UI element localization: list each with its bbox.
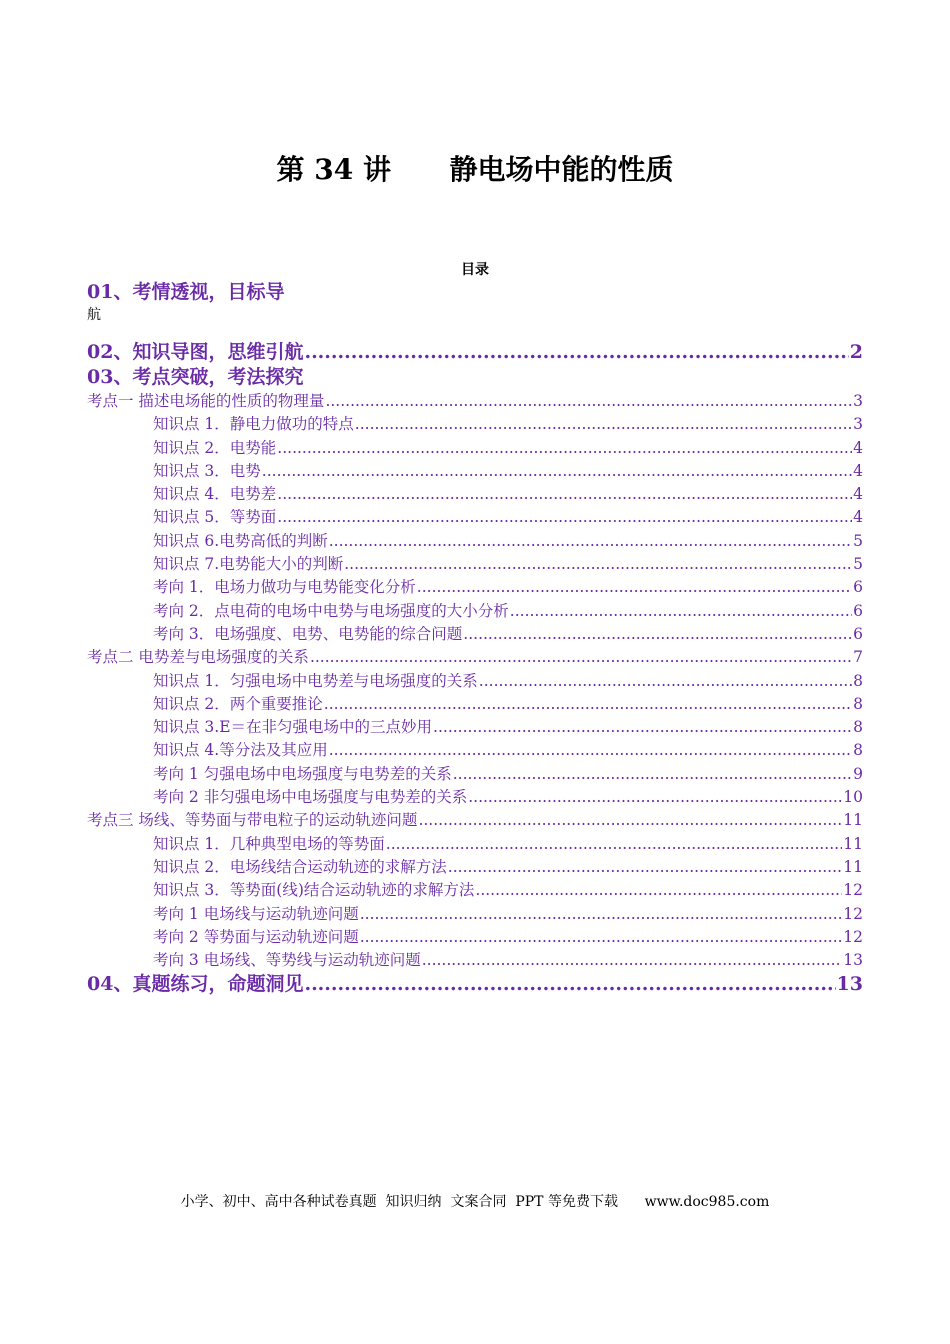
toc-entry-page-number: 5 — [853, 555, 863, 574]
dot-leader — [277, 506, 852, 529]
toc-entry-label: 考点三 场线、等势面与带电粒子的运动轨迹问题 — [87, 811, 418, 830]
toc-entry-label: 考向 2 非匀强电场中电场强度与电势差的关系 — [153, 788, 468, 807]
toc-entry-label: 考点一 描述电场能的性质的物理量 — [87, 392, 325, 410]
toc-entry-page-number: 11 — [843, 811, 863, 830]
dot-leader — [324, 693, 852, 716]
toc-subtopic-entry[interactable] — [87, 506, 863, 529]
toc-entry-page-number: 11 — [843, 834, 863, 853]
dot-leader — [417, 576, 852, 599]
toc-entry-page-number: 6 — [853, 578, 863, 597]
dot-leader — [475, 879, 842, 902]
toc-entry-page-number: 8 — [853, 718, 863, 737]
toc-entry-page-number: 9 — [853, 764, 863, 783]
table-of-contents — [87, 280, 863, 997]
toc-entry-label: 考向 1．电场力做功与电势能变化分析 — [153, 578, 416, 597]
toc-subtopic-entry[interactable] — [87, 856, 863, 879]
dot-leader — [463, 623, 852, 646]
dot-leader — [386, 833, 842, 856]
toc-subtopic-entry[interactable] — [87, 739, 863, 762]
toc-subtopic-entry[interactable] — [87, 670, 863, 693]
dot-leader — [418, 809, 842, 832]
toc-subtopic-entry[interactable] — [87, 576, 863, 599]
toc-entry-page-number: 8 — [853, 741, 863, 760]
toc-subtopic-entry[interactable] — [87, 786, 863, 809]
toc-subtopic-entry[interactable] — [87, 879, 863, 902]
dot-leader — [468, 786, 842, 809]
toc-entry-label: 知识点 2．电场线结合运动轨迹的求解方法 — [153, 857, 447, 876]
toc-subtopic-entry[interactable] — [87, 926, 863, 949]
toc-section-02[interactable] — [87, 340, 863, 365]
page-footer: 小学、初中、高中各种试卷真题 知识归纳 文案合同 PPT 等免费下载 www.doc985.com — [180, 1194, 770, 1210]
dot-leader — [325, 390, 852, 413]
toc-subtopic-entry[interactable] — [87, 553, 863, 576]
toc-section-04-page: 13 — [836, 973, 863, 996]
toc-entry-page-number: 8 — [853, 694, 863, 713]
toc-entry-label: 知识点 5．等势面 — [153, 508, 277, 527]
toc-topic-entry[interactable] — [87, 390, 863, 413]
toc-entry-label: 知识点 1．静电力做功的特点 — [153, 415, 354, 434]
toc-entry-label: 考向 1 匀强电场中电场强度与电势差的关系 — [153, 764, 452, 783]
toc-entry-page-number: 4 — [853, 508, 863, 527]
toc-section-03-label: 03、考点突破，考法探究 — [87, 366, 304, 388]
toc-section-01-label: 01、考情透视，目标导 — [87, 281, 285, 303]
toc-entry-page-number: 3 — [853, 415, 863, 434]
toc-subtopic-entry[interactable] — [87, 413, 863, 436]
dot-leader — [360, 926, 843, 949]
toc-subtopic-entry[interactable] — [87, 833, 863, 856]
toc-entry-label: 考向 2 等势面与运动轨迹问题 — [153, 927, 359, 946]
toc-entry-page-number: 13 — [843, 951, 863, 970]
toc-entry-page-number: 7 — [853, 648, 863, 667]
dot-leader — [355, 413, 852, 436]
toc-entry-label: 考向 3 电场线、等势线与运动轨迹问题 — [153, 951, 421, 970]
toc-section-04-label: 04、真题练习，命题洞见 — [87, 973, 304, 996]
toc-section-01[interactable] — [87, 280, 863, 305]
toc-entry-label: 知识点 2．电势能 — [153, 438, 277, 457]
toc-subtopic-entry[interactable] — [87, 763, 863, 786]
dot-leader — [479, 670, 852, 693]
toc-item-list — [87, 390, 863, 972]
dot-leader — [448, 856, 842, 879]
page-title: 第 34 讲 静电场中能的性质 — [276, 153, 674, 186]
toc-subtopic-entry[interactable] — [87, 693, 863, 716]
toc-section-02-page: 2 — [849, 341, 863, 363]
toc-entry-page-number: 12 — [843, 927, 863, 946]
toc-subtopic-entry[interactable] — [87, 716, 863, 739]
toc-section-01-wrap: 航 — [87, 307, 101, 323]
dot-leader — [510, 600, 852, 623]
toc-entry-page-number: 11 — [843, 857, 863, 876]
dot-leader — [262, 460, 852, 483]
toc-entry-page-number: 6 — [853, 624, 863, 643]
dot-leader — [344, 553, 852, 576]
dot-leader — [277, 437, 852, 460]
toc-subtopic-entry[interactable] — [87, 949, 863, 972]
toc-section-02-label: 02、知识导图，思维引航 — [87, 341, 304, 363]
toc-subtopic-entry[interactable] — [87, 600, 863, 623]
toc-subtopic-entry[interactable] — [87, 460, 863, 483]
dot-leader — [433, 716, 852, 739]
toc-entry-label: 考向 3．电场强度、电势、电势能的综合问题 — [153, 624, 463, 643]
toc-entry-label: 知识点 3．等势面(线)结合运动轨迹的求解方法 — [153, 881, 475, 900]
toc-entry-label: 知识点 4.等分法及其应用 — [153, 741, 328, 760]
toc-entry-page-number: 12 — [843, 881, 863, 900]
toc-entry-page-number: 4 — [853, 461, 863, 480]
toc-subtopic-entry[interactable] — [87, 437, 863, 460]
toc-entry-label: 知识点 3．电势 — [153, 461, 261, 480]
toc-entry-label: 考点二 电势差与电场强度的关系 — [87, 648, 309, 667]
toc-entry-page-number: 3 — [853, 392, 863, 410]
dot-leader — [329, 739, 852, 762]
toc-entry-page-number: 5 — [853, 531, 863, 550]
dot-leader — [304, 340, 848, 365]
toc-subtopic-entry[interactable] — [87, 623, 863, 646]
toc-entry-page-number: 12 — [843, 904, 863, 923]
dot-leader — [422, 949, 843, 972]
toc-heading: 目录 — [461, 262, 489, 278]
toc-subtopic-entry[interactable] — [87, 483, 863, 506]
toc-entry-label: 知识点 3.E＝在非匀强电场中的三点妙用 — [153, 718, 433, 737]
toc-entry-page-number: 10 — [843, 788, 863, 807]
toc-subtopic-entry[interactable] — [87, 530, 863, 553]
toc-entry-label: 知识点 6.电势高低的判断 — [153, 531, 328, 550]
dot-leader — [304, 972, 835, 997]
toc-entry-label: 知识点 2．两个重要推论 — [153, 694, 323, 713]
toc-entry-label: 考向 1 电场线与运动轨迹问题 — [153, 904, 359, 923]
dot-leader — [360, 903, 843, 926]
toc-entry-page-number: 4 — [853, 438, 863, 457]
toc-entry-label: 知识点 1．匀强电场中电势差与电场强度的关系 — [153, 671, 478, 690]
dot-leader — [277, 483, 852, 506]
toc-topic-entry[interactable] — [87, 646, 863, 669]
toc-entry-label: 知识点 1．几种典型电场的等势面 — [153, 834, 385, 853]
toc-entry-label: 考向 2．点电荷的电场中电势与电场强度的大小分析 — [153, 601, 509, 620]
toc-entry-page-number: 8 — [853, 671, 863, 690]
toc-topic-entry[interactable] — [87, 809, 863, 832]
toc-entry-page-number: 6 — [853, 601, 863, 620]
dot-leader — [329, 530, 852, 553]
dot-leader — [453, 763, 852, 786]
dot-leader — [310, 646, 852, 669]
toc-entry-label: 知识点 4．电势差 — [153, 485, 277, 504]
toc-subtopic-entry[interactable] — [87, 903, 863, 926]
toc-entry-page-number: 4 — [853, 485, 863, 504]
toc-section-03[interactable] — [87, 365, 863, 390]
toc-entry-label: 知识点 7.电势能大小的判断 — [153, 555, 344, 574]
toc-section-04[interactable] — [87, 972, 863, 997]
